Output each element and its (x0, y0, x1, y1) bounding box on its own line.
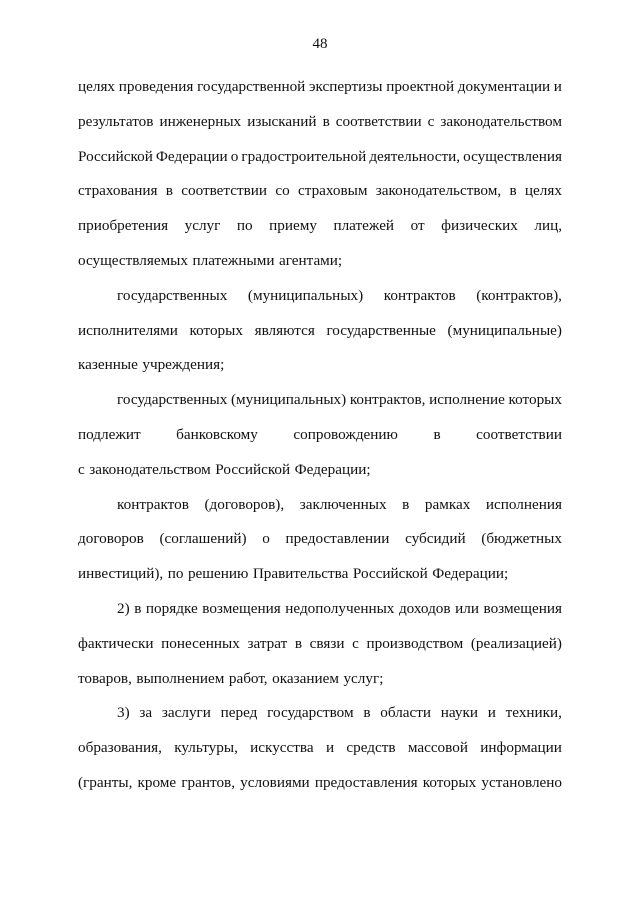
word: подлежит (78, 425, 141, 443)
word: Федерации; (432, 565, 509, 583)
word: договоров (78, 530, 144, 548)
word: платежей (333, 217, 395, 235)
text-line (78, 522, 562, 557)
text-line (78, 140, 562, 175)
word: (бюджетных (481, 530, 562, 548)
word: осуществления (463, 147, 562, 165)
word: страховым (298, 182, 368, 200)
word: целях (524, 182, 562, 200)
text-line (78, 766, 562, 801)
word: (реализацией) (470, 634, 562, 652)
word: информации (480, 739, 562, 757)
word: порядке (145, 599, 198, 617)
word: доходов (398, 599, 451, 617)
text-line (78, 174, 562, 209)
word: исполнителями (78, 321, 178, 339)
word: с (427, 112, 435, 130)
word: работ, (228, 669, 268, 687)
word: по (167, 565, 184, 583)
word: (гранты, (78, 773, 133, 791)
word: физических (441, 217, 518, 235)
word: недополученных (285, 599, 395, 617)
text-line (78, 592, 562, 627)
word: с (78, 460, 85, 478)
word: государственной (197, 78, 306, 95)
word: о (230, 147, 239, 165)
word: приему (269, 217, 317, 235)
word: законодательством (440, 112, 562, 130)
word: науки (440, 704, 478, 722)
word: банковскому (176, 425, 258, 443)
word: затрат (247, 634, 288, 652)
word: проектной (386, 78, 455, 95)
word: экспертизы (309, 78, 383, 95)
text-line (78, 348, 562, 383)
word: являются (254, 321, 315, 339)
word: предоставления (314, 773, 418, 791)
word: государственных (117, 286, 228, 304)
word: (муниципальные) (447, 321, 562, 339)
text-line (78, 453, 562, 488)
word: товаров, (78, 669, 132, 687)
document-body (78, 70, 562, 801)
word: 2) (117, 599, 130, 617)
word: страхования (78, 182, 158, 200)
word: осуществляемых (78, 251, 188, 269)
word: контрактов (383, 286, 456, 304)
word: понесенных (161, 634, 240, 652)
word: исполнение (429, 391, 505, 409)
word: казенные (78, 356, 138, 374)
word: Федерации; (294, 460, 371, 478)
text-line (78, 383, 562, 418)
word: сопровождению (293, 425, 398, 443)
word: проведения (118, 78, 194, 95)
word: в (294, 634, 303, 652)
page-number: 48 (312, 36, 328, 52)
word: возмещения (483, 599, 562, 617)
word: целях (78, 78, 116, 95)
word: техники, (505, 704, 562, 722)
word: соответствии (181, 182, 268, 200)
word: области (380, 704, 432, 722)
word: которых (508, 391, 562, 409)
text-line (78, 105, 562, 140)
word: (соглашений) (159, 530, 247, 548)
word: Правительства (252, 565, 349, 583)
word: культуры, (174, 739, 238, 757)
word: установлено (481, 773, 562, 791)
word: (муниципальных) (230, 391, 347, 409)
word: от (410, 217, 425, 235)
text-line (78, 731, 562, 766)
word: и (487, 704, 496, 722)
word: законодательством (89, 460, 211, 478)
word: в (433, 425, 441, 443)
text-line (78, 662, 562, 697)
word: государственные (326, 321, 436, 339)
word: платежными (192, 251, 275, 269)
word: кроме (137, 773, 177, 791)
word: грантов, (181, 773, 236, 791)
word: государством (267, 704, 354, 722)
word: контрактов, (349, 391, 426, 409)
word: связи (309, 634, 345, 652)
word: по (236, 217, 253, 235)
text-line (78, 209, 562, 244)
word: перед (220, 704, 258, 722)
word: возмещения (202, 599, 281, 617)
word: выполнением (136, 669, 225, 687)
word: услуг (184, 217, 221, 235)
word: (договоров), (204, 495, 285, 513)
word: или (455, 599, 479, 617)
word: решению (187, 565, 249, 583)
word: с (352, 634, 359, 652)
word: в (509, 182, 517, 200)
word: соответствии (476, 425, 562, 443)
word: субсидий (405, 530, 466, 548)
word: заключенных (299, 495, 387, 513)
word: Российской (78, 147, 153, 165)
word: массовой (407, 739, 468, 757)
word: средств (346, 739, 396, 757)
text-line (78, 418, 562, 453)
text-line (78, 488, 562, 523)
text-line (78, 557, 562, 592)
word: (муниципальных) (247, 286, 364, 304)
word: рамках (424, 495, 471, 513)
word: Российской (215, 460, 291, 478)
word: заслуги (161, 704, 211, 722)
word: (контрактов), (476, 286, 562, 304)
word: искусства (250, 739, 314, 757)
word: предоставлении (285, 530, 390, 548)
word: результатов (78, 112, 154, 130)
text-line (78, 279, 562, 314)
word: в (363, 704, 371, 722)
word: Федерации (155, 147, 228, 165)
word: о (262, 530, 270, 548)
word: которых (189, 321, 243, 339)
word: за (139, 704, 153, 722)
word: и (553, 78, 562, 95)
word: исполнения (485, 495, 562, 513)
word: документации (457, 78, 551, 95)
word: учреждения; (142, 356, 225, 374)
word: и (325, 739, 335, 757)
text-line (78, 314, 562, 349)
word: производством (366, 634, 464, 652)
word: приобретения (78, 217, 169, 235)
word: изысканий (247, 112, 317, 130)
word: лиц, (534, 217, 562, 235)
word: в (134, 599, 142, 617)
word: оказанием (272, 669, 339, 687)
text-line (78, 627, 562, 662)
word: Российской (352, 565, 428, 583)
word: инженерных (159, 112, 242, 130)
word: законодательством, (375, 182, 502, 200)
word: условиями (240, 773, 310, 791)
word: соответствии (335, 112, 422, 130)
word: в (322, 112, 330, 130)
word: деятельности, (369, 147, 461, 165)
word: со (275, 182, 290, 200)
word: образования, (78, 739, 162, 757)
word: государственных (117, 391, 228, 409)
text-line (78, 696, 562, 731)
word: фактически (78, 634, 154, 652)
word: услуг; (343, 669, 384, 687)
word: которых (422, 773, 477, 791)
text-line (78, 70, 562, 105)
word: агентами; (278, 251, 343, 269)
word: 3) (117, 704, 130, 722)
word: контрактов (117, 495, 189, 513)
text-line (78, 244, 562, 279)
word: инвестиций), (78, 565, 164, 583)
word: в (402, 495, 410, 513)
word: в (165, 182, 173, 200)
word: градостроительной (241, 147, 367, 165)
